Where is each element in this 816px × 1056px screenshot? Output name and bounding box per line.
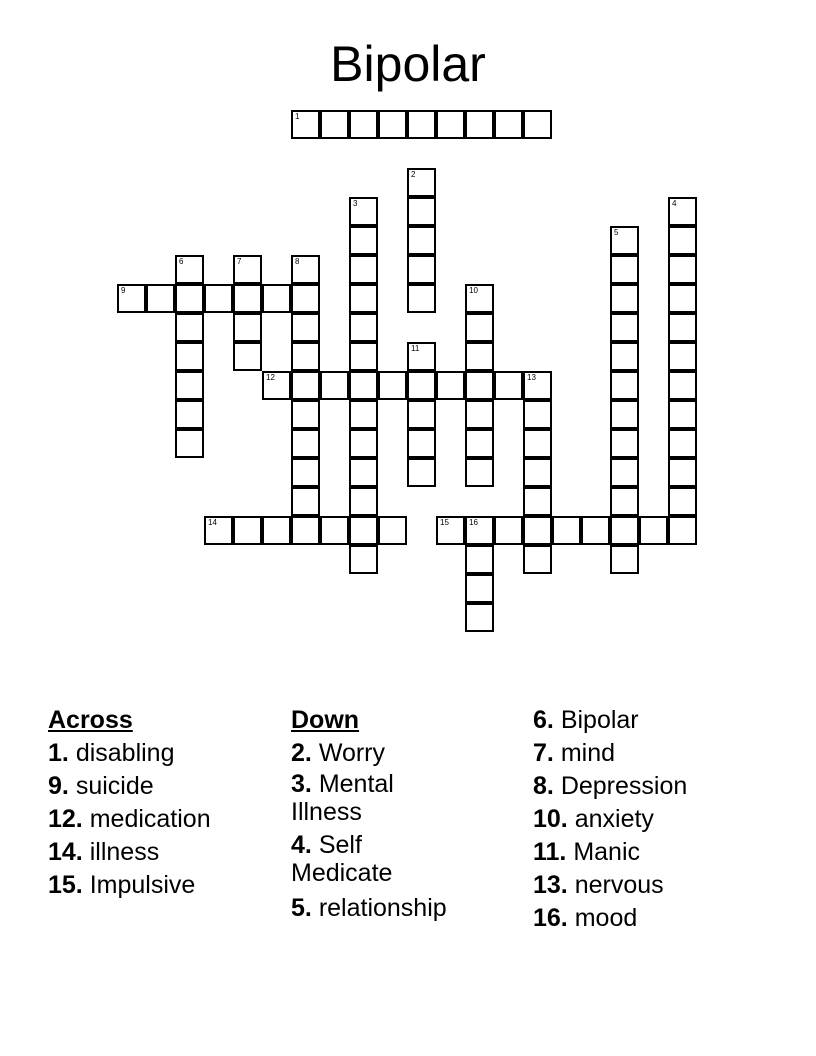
crossword-cell[interactable] (233, 342, 262, 371)
crossword-cell[interactable] (378, 371, 407, 400)
across-heading: Across (48, 706, 133, 734)
crossword-cell[interactable] (291, 255, 320, 284)
crossword-cell[interactable] (407, 429, 436, 458)
crossword-cell[interactable] (233, 255, 262, 284)
crossword-cell[interactable] (262, 371, 291, 400)
crossword-cell[interactable] (407, 342, 436, 371)
crossword-cell[interactable] (320, 516, 349, 545)
crossword-cell[interactable] (436, 371, 465, 400)
crossword-cell[interactable] (291, 400, 320, 429)
crossword-cell[interactable] (523, 545, 552, 574)
crossword-cell[interactable] (465, 284, 494, 313)
clue-across-15: 15. Impulsive (48, 871, 196, 899)
crossword-cell[interactable] (436, 516, 465, 545)
crossword-cell[interactable] (349, 197, 378, 226)
crossword-cell[interactable] (349, 400, 378, 429)
cell-number: 16 (469, 518, 478, 527)
crossword-cell[interactable] (175, 429, 204, 458)
crossword-cell[interactable] (610, 313, 639, 342)
cell-number: 4 (672, 199, 677, 208)
crossword-cell[interactable] (349, 226, 378, 255)
cell-number: 7 (237, 257, 242, 266)
crossword-cell[interactable] (291, 371, 320, 400)
crossword-cell[interactable] (668, 516, 697, 545)
crossword-cell[interactable] (349, 371, 378, 400)
crossword-cell[interactable] (407, 226, 436, 255)
crossword-cell[interactable] (117, 284, 146, 313)
crossword-cell[interactable] (262, 516, 291, 545)
crossword-cell[interactable] (320, 371, 349, 400)
crossword-cell[interactable] (465, 516, 494, 545)
crossword-cell[interactable] (610, 226, 639, 255)
crossword-cell[interactable] (175, 371, 204, 400)
crossword-cell[interactable] (291, 313, 320, 342)
crossword-cell[interactable] (465, 110, 494, 139)
crossword-cell[interactable] (291, 284, 320, 313)
crossword-cell[interactable] (668, 429, 697, 458)
cell-number: 6 (179, 257, 184, 266)
crossword-cell[interactable] (668, 197, 697, 226)
crossword-cell[interactable] (291, 487, 320, 516)
clue-down-6: 6. Bipolar (533, 706, 639, 734)
crossword-cell[interactable] (494, 371, 523, 400)
crossword-cell[interactable] (175, 255, 204, 284)
crossword-cell[interactable] (610, 516, 639, 545)
crossword-cell[interactable] (407, 168, 436, 197)
cell-number: 8 (295, 257, 300, 266)
crossword-cell[interactable] (349, 458, 378, 487)
crossword-cell[interactable] (378, 110, 407, 139)
cell-number: 12 (266, 373, 275, 382)
crossword-cell[interactable] (407, 197, 436, 226)
crossword-cell[interactable] (639, 516, 668, 545)
crossword-cell[interactable] (349, 487, 378, 516)
crossword-cell[interactable] (610, 255, 639, 284)
cell-number: 2 (411, 170, 416, 179)
cell-number: 3 (353, 199, 358, 208)
crossword-cell[interactable] (291, 342, 320, 371)
crossword-cell[interactable] (523, 110, 552, 139)
clue-down-11: 11. Manic (533, 838, 641, 866)
crossword-cell[interactable] (610, 284, 639, 313)
crossword-cell[interactable] (465, 429, 494, 458)
crossword-cell[interactable] (407, 284, 436, 313)
crossword-cell[interactable] (668, 458, 697, 487)
crossword-cell[interactable] (552, 516, 581, 545)
crossword-cell[interactable] (291, 458, 320, 487)
crossword-cell[interactable] (668, 342, 697, 371)
crossword-cell[interactable] (204, 516, 233, 545)
crossword-cell[interactable] (610, 545, 639, 574)
clue-down-16: 16. mood (533, 904, 638, 932)
crossword-cell[interactable] (465, 574, 494, 603)
across-clues (48, 704, 278, 902)
cell-number: 14 (208, 518, 217, 527)
crossword-cell[interactable] (349, 110, 378, 139)
crossword-cell[interactable] (378, 516, 407, 545)
crossword-cell[interactable] (407, 255, 436, 284)
crossword-cell[interactable] (523, 458, 552, 487)
clue-across-1: 1. disabling (48, 739, 175, 767)
crossword-cell[interactable] (233, 284, 262, 313)
crossword-cell[interactable] (465, 400, 494, 429)
cell-number: 5 (614, 228, 619, 237)
crossword-cell[interactable] (291, 110, 320, 139)
cell-number: 11 (411, 344, 420, 353)
crossword-cell[interactable] (523, 371, 552, 400)
crossword-cell[interactable] (465, 545, 494, 574)
crossword-cell[interactable] (233, 313, 262, 342)
crossword-cell[interactable] (146, 284, 175, 313)
crossword-cell[interactable] (349, 255, 378, 284)
crossword-cell[interactable] (668, 487, 697, 516)
crossword-cell[interactable] (175, 284, 204, 313)
crossword-cell[interactable] (349, 545, 378, 574)
crossword-cell[interactable] (465, 371, 494, 400)
clue-down-3: 3. Mental Illness (291, 770, 394, 826)
cell-number: 10 (469, 286, 478, 295)
crossword-cell[interactable] (668, 313, 697, 342)
crossword-cell[interactable] (349, 284, 378, 313)
crossword-cell[interactable] (610, 371, 639, 400)
crossword-cell[interactable] (610, 429, 639, 458)
crossword-cell[interactable] (610, 487, 639, 516)
down-clues (291, 704, 521, 925)
cell-number: 1 (295, 112, 300, 121)
crossword-cell[interactable] (668, 284, 697, 313)
crossword-cell[interactable] (349, 342, 378, 371)
clue-down-2: 2. Worry (291, 739, 386, 767)
crossword-cell[interactable] (610, 400, 639, 429)
crossword-cell[interactable] (175, 342, 204, 371)
cell-number: 15 (440, 518, 449, 527)
crossword-cell[interactable] (494, 516, 523, 545)
crossword-cell[interactable] (668, 226, 697, 255)
clue-down-4: 4. Self Medicate (291, 831, 393, 887)
crossword-cell[interactable] (349, 313, 378, 342)
crossword-cell[interactable] (523, 400, 552, 429)
crossword-cell[interactable] (349, 429, 378, 458)
crossword-cell[interactable] (262, 284, 291, 313)
crossword-cell[interactable] (668, 255, 697, 284)
crossword-cell[interactable] (291, 429, 320, 458)
crossword-cell[interactable] (233, 516, 262, 545)
crossword-cell[interactable] (465, 313, 494, 342)
crossword-cell[interactable] (204, 284, 233, 313)
crossword-cell[interactable] (494, 110, 523, 139)
clue-down-8: 8. Depression (533, 772, 688, 800)
crossword-cell[interactable] (291, 516, 320, 545)
crossword-cell[interactable] (465, 342, 494, 371)
crossword-cell[interactable] (523, 487, 552, 516)
crossword-cell[interactable] (465, 603, 494, 632)
cell-number: 9 (121, 286, 126, 295)
crossword-cell[interactable] (523, 516, 552, 545)
cell-number: 13 (527, 373, 536, 382)
clue-across-12: 12. medication (48, 805, 211, 833)
clue-across-9: 9. suicide (48, 772, 154, 800)
crossword-cell[interactable] (465, 458, 494, 487)
clue-down-5: 5. relationship (291, 894, 447, 922)
clue-across-14: 14. illness (48, 838, 160, 866)
crossword-cell[interactable] (320, 110, 349, 139)
down-heading: Down (291, 706, 360, 734)
down-clues-continued (533, 704, 803, 935)
clue-down-7: 7. mind (533, 739, 615, 767)
crossword-cell[interactable] (610, 458, 639, 487)
crossword-cell[interactable] (407, 110, 436, 139)
crossword-cell[interactable] (668, 371, 697, 400)
crossword-cell[interactable] (610, 342, 639, 371)
crossword-cell[interactable] (668, 400, 697, 429)
crossword-cell[interactable] (523, 429, 552, 458)
clue-down-13: 13. nervous (533, 871, 664, 899)
crossword-cell[interactable] (436, 110, 465, 139)
crossword-cell[interactable] (407, 400, 436, 429)
crossword-cell[interactable] (581, 516, 610, 545)
crossword-cell[interactable] (407, 371, 436, 400)
crossword-cell[interactable] (175, 400, 204, 429)
clue-down-10: 10. anxiety (533, 805, 654, 833)
crossword-cell[interactable] (407, 458, 436, 487)
crossword-cell[interactable] (175, 313, 204, 342)
crossword-cell[interactable] (349, 516, 378, 545)
page-title: Bipolar (330, 36, 486, 92)
